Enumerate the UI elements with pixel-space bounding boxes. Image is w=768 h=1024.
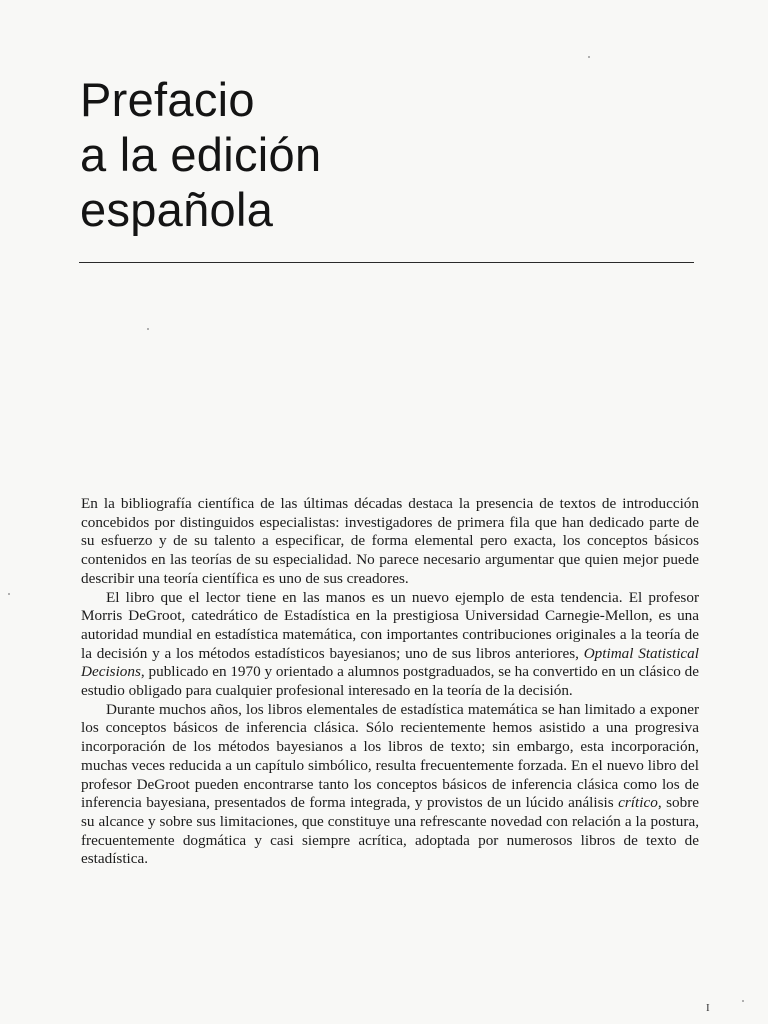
paragraph-2	[81, 589, 699, 701]
title-line-1: Prefacio	[80, 73, 255, 126]
title-line-3: española	[80, 183, 274, 236]
scan-speck	[742, 1000, 744, 1002]
title-divider	[79, 262, 694, 263]
paragraph-2-text-a: El libro que el lector tiene en las manos es un nuevo ejemplo de esta tendencia. El profesor Morris DeGroot, catedrático de Estadística en la prestigiosa Universidad Carnegie-Mellon, es una autoridad mundial en estadística matemática, con importantes contribuciones originales a la teoría de la decisión y a los métodos estadísticos bayesianos; uno de sus libros anteriores,	[81, 588, 699, 662]
paragraph-3	[81, 701, 699, 869]
preface-body	[81, 495, 699, 869]
book-title-italic: Optimal Statistical Decisions	[81, 644, 699, 681]
paragraph-1: En la bibliografía científica de las últimas décadas destaca la presencia de textos de introducción concebidos por distinguidos especialistas: investigadores de primera fila que han dedicado parte de su esfuerzo y de su talento a especificar, de forma elemental pero exacta, los conceptos básicos contenidos en las teorías de su especialidad. No parece necesario argumentar que quien mejor puede describir una teoría científica es uno de sus creadores.	[81, 495, 699, 587]
scan-speck	[588, 56, 590, 58]
scan-speck	[8, 593, 10, 595]
page-title	[80, 72, 321, 237]
paragraph-2-text-b: , publicado en 1970 y orientado a alumnos postgraduados, se ha convertido en un clásico de estudio obligado para cualquier profesional interesado en la teoría de la decisión.	[81, 663, 699, 700]
scan-speck	[147, 328, 149, 330]
paragraph-3-text-b: , sobre su alcance y sobre sus limitaciones, que constituye una refrescante novedad con relación a la postura, frecuentemente dogmática y casi siempre acrítica, adoptada por numerosos libros de texto de estadística.	[81, 794, 699, 868]
title-line-2: a la edición	[80, 128, 322, 181]
page-mark: I	[706, 1002, 710, 1014]
paragraph-3-text-a: Durante muchos años, los libros elementales de estadística matemática se han limitado a exponer los conceptos básicos de inferencia clásica. Sólo recientemente hemos asistido a una progresiva incorporación de los métodos bayesianos a los libros de texto; sin embargo, esta incorporación, muchas veces reducida a un capítulo simbólico, resulta frecuentemente forzada. En el nuevo libro del profesor DeGroot pueden encontrarse tanto los conceptos básicos de inferencia clásica como los de inferencia bayesiana, presentados de forma integrada, y provistos de un lúcido análisis	[81, 700, 699, 812]
critico-italic: crítico	[618, 794, 658, 812]
